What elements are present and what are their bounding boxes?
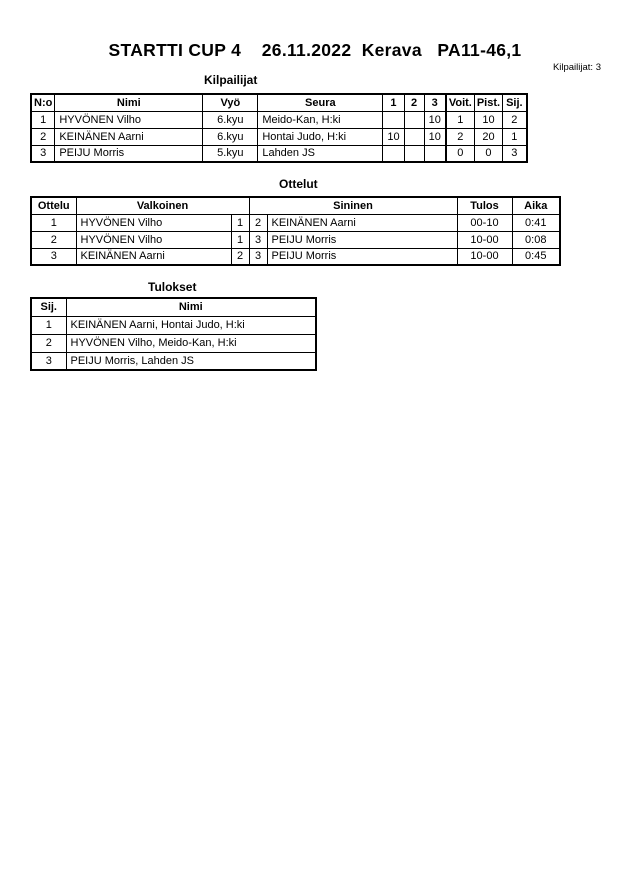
- cell-ottelu: 3: [31, 248, 76, 265]
- ottelut-table: [30, 196, 561, 266]
- col-header-ottelu: Ottelu: [31, 197, 76, 214]
- cell-round2: [404, 145, 424, 162]
- col-header-valkoinen: Valkoinen: [76, 197, 249, 214]
- cell-sij: 3: [31, 352, 66, 370]
- cell-aika: 0:08: [512, 231, 560, 248]
- cell-voit: 1: [446, 111, 475, 128]
- cell-seura: Lahden JS: [258, 145, 383, 162]
- kilpailijat-table: [30, 93, 528, 163]
- competitors-count: Kilpailijat: 3: [552, 62, 601, 73]
- col-header-round3: 3: [424, 94, 446, 111]
- table-row: [31, 111, 527, 128]
- table-row: [31, 352, 316, 370]
- cell-sininen: PEIJU Morris: [267, 248, 457, 265]
- cell-nimi: KEINÄNEN Aarni, Hontai Judo, H:ki: [66, 316, 316, 334]
- section-title-ottelut: Ottelut: [279, 177, 318, 191]
- cell-nimi: KEINÄNEN Aarni: [55, 128, 203, 145]
- section-title-tulokset: Tulokset: [148, 280, 197, 294]
- cell-no: 3: [31, 145, 55, 162]
- cell-sininen: KEINÄNEN Aarni: [267, 214, 457, 231]
- cell-sij: 1: [31, 316, 66, 334]
- col-header-round1: 1: [383, 94, 404, 111]
- cell-round1: 10: [383, 128, 404, 145]
- cell-tulos: 00-10: [457, 214, 512, 231]
- cell-valkoinen: KEINÄNEN Aarni: [76, 248, 231, 265]
- cell-voit: 0: [446, 145, 475, 162]
- page-title: STARTTI CUP 4 26.11.2022 Kerava PA11-46,1: [108, 40, 522, 60]
- cell-seura: Meido-Kan, H:ki: [258, 111, 383, 128]
- cell-valkoinen: HYVÖNEN Vilho: [76, 231, 231, 248]
- cell-round2: [404, 111, 424, 128]
- table-row: [31, 334, 316, 352]
- cell-sij: 3: [503, 145, 527, 162]
- cell-white-number: 1: [231, 231, 249, 248]
- table-row: [31, 145, 527, 162]
- cell-aika: 0:45: [512, 248, 560, 265]
- cell-tulos: 10-00: [457, 248, 512, 265]
- section-title-kilpailijat: Kilpailijat: [204, 73, 258, 87]
- cell-tulos: 10-00: [457, 231, 512, 248]
- col-header-seura: Seura: [258, 94, 383, 111]
- cell-seura: Hontai Judo, H:ki: [258, 128, 383, 145]
- col-header-aika: Aika: [512, 197, 560, 214]
- header-row: [31, 298, 316, 316]
- table-row: [31, 316, 316, 334]
- col-header-tulos: Tulos: [457, 197, 512, 214]
- cell-round1: [383, 145, 404, 162]
- cell-nimi: PEIJU Morris: [55, 145, 203, 162]
- col-header-no: N:o: [31, 94, 55, 111]
- col-header-sij: Sij.: [503, 94, 527, 111]
- cell-sij: 1: [503, 128, 527, 145]
- cell-blue-number: 3: [249, 248, 267, 265]
- header-row: [31, 197, 560, 214]
- cell-vyo: 6.kyu: [203, 128, 258, 145]
- cell-voit: 2: [446, 128, 475, 145]
- table-row: [31, 231, 560, 248]
- col-header-sij: Sij.: [31, 298, 66, 316]
- cell-pist: 0: [474, 145, 502, 162]
- cell-round1: [383, 111, 404, 128]
- cell-pist: 20: [474, 128, 502, 145]
- cell-valkoinen: HYVÖNEN Vilho: [76, 214, 231, 231]
- cell-round2: [404, 128, 424, 145]
- col-header-vyo: Vyö: [203, 94, 258, 111]
- cell-blue-number: 2: [249, 214, 267, 231]
- col-header-voit: Voit.: [446, 94, 475, 111]
- cell-vyo: 5.kyu: [203, 145, 258, 162]
- table-row: [31, 214, 560, 231]
- cell-round3: 10: [424, 128, 446, 145]
- table-row: [31, 128, 527, 145]
- col-header-nimi: Nimi: [55, 94, 203, 111]
- cell-nimi: PEIJU Morris, Lahden JS: [66, 352, 316, 370]
- col-header-pist: Pist.: [474, 94, 502, 111]
- col-header-round2: 2: [404, 94, 424, 111]
- cell-no: 2: [31, 128, 55, 145]
- table-row: [31, 248, 560, 265]
- cell-sij: 2: [503, 111, 527, 128]
- col-header-sininen: Sininen: [249, 197, 457, 214]
- cell-aika: 0:41: [512, 214, 560, 231]
- cell-vyo: 6.kyu: [203, 111, 258, 128]
- cell-round3: 10: [424, 111, 446, 128]
- tulokset-table: [30, 297, 317, 371]
- cell-round3: [424, 145, 446, 162]
- cell-ottelu: 1: [31, 214, 76, 231]
- cell-sininen: PEIJU Morris: [267, 231, 457, 248]
- cell-white-number: 1: [231, 214, 249, 231]
- cell-ottelu: 2: [31, 231, 76, 248]
- cell-pist: 10: [474, 111, 502, 128]
- col-header-nimi: Nimi: [66, 298, 316, 316]
- cell-white-number: 2: [231, 248, 249, 265]
- header-row: [31, 94, 527, 111]
- cell-sij: 2: [31, 334, 66, 352]
- cell-nimi: HYVÖNEN Vilho: [55, 111, 203, 128]
- cell-no: 1: [31, 111, 55, 128]
- cell-blue-number: 3: [249, 231, 267, 248]
- cell-nimi: HYVÖNEN Vilho, Meido-Kan, H:ki: [66, 334, 316, 352]
